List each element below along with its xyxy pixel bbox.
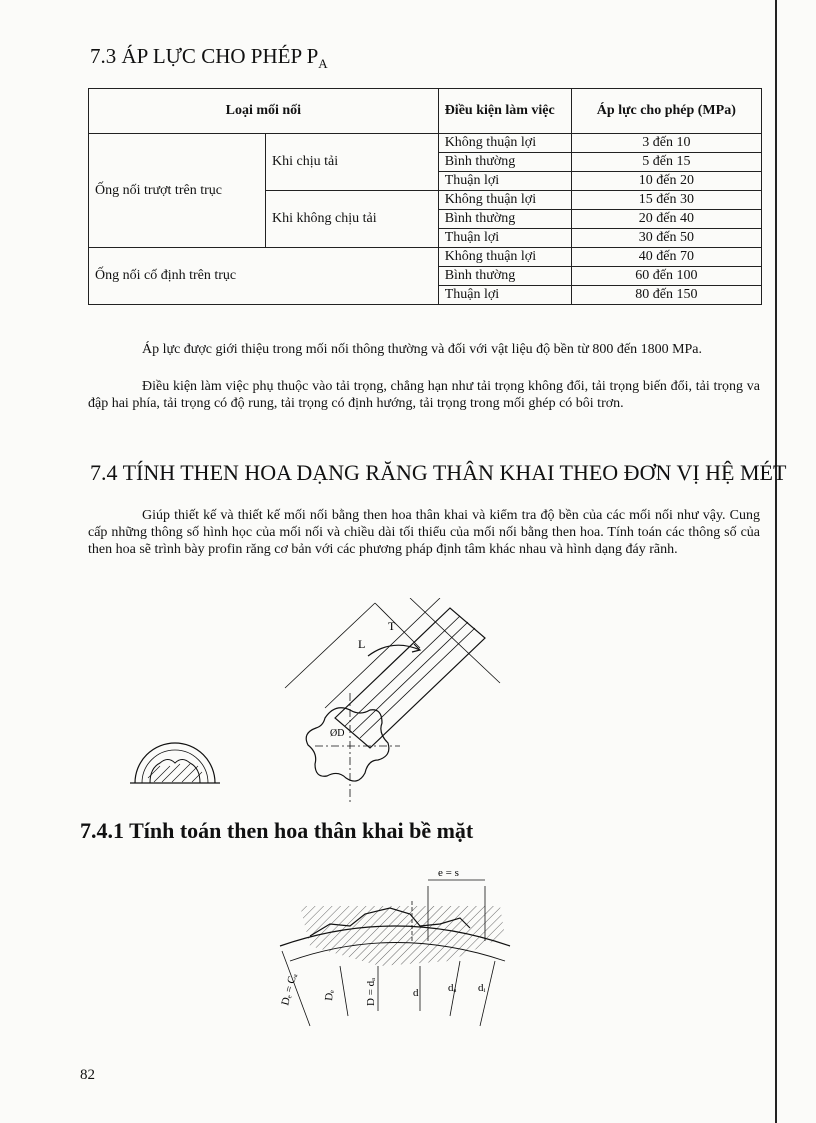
label-di: dᵢ [478,982,486,994]
pressure-cell: 15 đến 30 [571,191,761,210]
label-T: T [388,619,396,633]
label-e-equals-s: e = s [438,867,459,879]
involute-profile-figure [270,866,530,1036]
header-condition: Điều kiện làm việc [438,89,571,134]
label-diameter: ØD [330,728,345,739]
torque-arrow [368,645,420,656]
label-L: L [358,637,366,651]
table-row [89,248,762,267]
page-edge-rule [775,0,777,1123]
pressure-cell: 5 đến 15 [571,153,761,172]
condition-cell: Bình thường [438,210,571,229]
label-da: dₐ [448,982,457,994]
header-joint-type: Loại mối nối [89,89,439,134]
label-d: d [413,987,419,999]
table-header-row [89,89,762,134]
condition-cell: Bình thường [438,153,571,172]
pressure-cell: 20 đến 40 [571,210,761,229]
condition-cell: Thuận lợi [438,229,571,248]
condition-cell: Không thuận lợi [438,191,571,210]
allowable-pressure-table [88,88,762,305]
page-number: 82 [80,1067,95,1083]
condition-cell: Thuận lợi [438,172,571,191]
sub-label-unloaded: Khi không chịu tải [266,191,439,248]
pressure-cell: 60 đến 100 [571,267,761,286]
paragraph-spline-intro: Giúp thiết kế và thiết kế mối nối bằng then hoa thân khai và kiểm tra độ bền của các mối nối như vậy. Cung cấp những thông số hình học của mối nối và chiều dài tối thiểu của mối nối bằng then hoa. Tính toán các thông số của then hoa sẽ trình bày profin răng cơ bản với các phương pháp định tâm khác nhau và hình dạng đáy rãnh. [88,508,760,557]
pressure-cell: 3 đến 10 [571,134,761,153]
paragraph-pressure-intro: Áp lực được giới thiệu trong mối nối thông thường và đối với vật liệu độ bền từ 800 đến 1800 MPa. [142,342,703,357]
label-d-da: D = dₐ [365,977,377,1006]
pressure-cell: 40 đến 70 [571,248,761,267]
sub-label-loaded: Khi chịu tải [266,134,439,191]
header-pressure: Áp lực cho phép (MPa) [571,89,761,134]
spline-end-profile [306,708,389,781]
paragraph-working-conditions: Điều kiện làm việc phụ thuộc vào tải trọng, chẳng hạn như tải trọng không đổi, tải trọng biến đổi, tải trọng va đập hai phía, tải trọng có độ rung, tải trọng có định hướng, tải trọng trong mối ghép có bôi trơn. [88,379,760,411]
pressure-cell: 10 đến 20 [571,172,761,191]
label-de: Dₑ [323,989,336,1002]
condition-cell: Không thuận lợi [438,134,571,153]
pressure-cell: 30 đến 50 [571,229,761,248]
condition-cell: Không thuận lợi [438,248,571,267]
group-label-sliding: Ống nối trượt trên trục [89,134,266,248]
condition-cell: Bình thường [438,267,571,286]
section-title-7-4: 7.4 TÍNH THEN HOA DẠNG RĂNG THÂN KHAI THEO ĐƠN VỊ HỆ MÉT [90,460,787,485]
pressure-cell: 80 đến 150 [571,286,761,305]
label-de-ca: Dₑ = Cₐ [279,971,300,1007]
group-label-fixed: Ống nối cố định trên trục [89,248,439,305]
spline-shaft-figure [120,598,520,803]
section-title-7-4-1: 7.4.1 Tính toán then hoa thân khai bề mặt [80,818,474,843]
section-title-7-3: 7.3 ÁP LỰC CHO PHÉP $P_A$ [90,44,328,72]
condition-cell: Thuận lợi [438,286,571,305]
table-row [89,134,762,153]
